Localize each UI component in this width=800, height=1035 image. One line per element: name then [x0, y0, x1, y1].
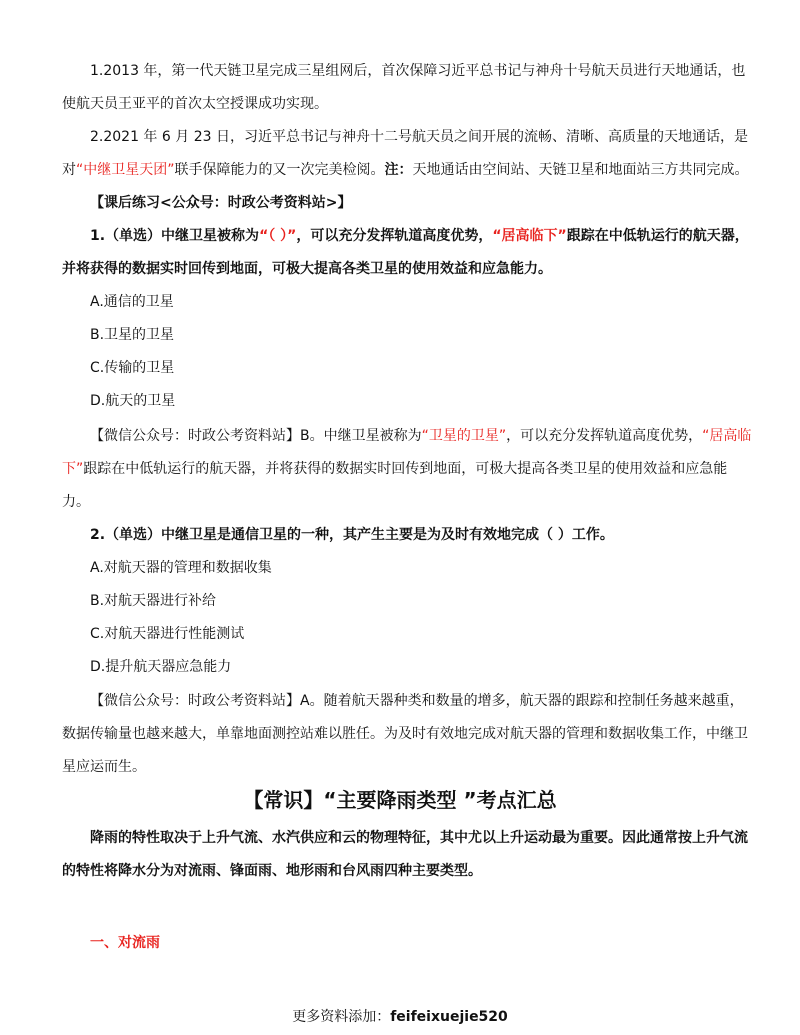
- section-title: 【常识】“主要降雨类型 ”考点汇总: [243, 788, 557, 812]
- subheading-convective-rain: 一、对流雨: [90, 935, 160, 951]
- note-text: 天地通话由空间站、天链卫星和地面站三方共同完成。: [412, 162, 749, 178]
- q1-text-a: 1.（单选）中继卫星被称为: [90, 228, 260, 244]
- q1-text-b: ，可以充分发挥轨道高度优势，: [296, 228, 493, 244]
- relay-team-highlight: “中继卫星天团”: [76, 162, 175, 178]
- q1-answer-text-a: 【微信公众号：时政公考资料站】B。中继卫星被称为: [90, 428, 422, 444]
- q1-answer-text-b: ，可以充分发挥轨道高度优势，: [506, 428, 703, 444]
- intro-text-2a: 2.2021 年 6 月 23 日，习近平总书记与神舟十二号航天员之间开展的流畅、清晰、高质量的天地通话，是对: [62, 129, 748, 178]
- q1-answer-highlight-2: “居高临下”: [62, 428, 752, 477]
- q1-answer: [62, 420, 752, 519]
- intro-paragraph-1: [62, 55, 752, 121]
- intro-text-2b: 联手保障能力的又一次完美检阅。: [174, 162, 385, 178]
- q1-option-b: B.卫星的卫星: [90, 327, 175, 343]
- q1-answer-highlight-1: “卫星的卫星”: [421, 428, 507, 444]
- question-2: 2.（单选）中继卫星是通信卫星的一种，其产生主要是为及时有效地完成（ ）工作。: [90, 527, 614, 543]
- q1-blank: “（ ）”: [259, 228, 297, 244]
- intro-paragraph-2: [62, 121, 752, 187]
- q1-option-c: C.传输的卫星: [90, 360, 175, 376]
- q1-highlight: “居高临下”: [492, 228, 567, 244]
- q2-option-a: A.对航天器的管理和数据收集: [90, 560, 272, 576]
- exercise-header: 【课后练习<公众号：时政公考资料站>】: [90, 195, 352, 211]
- q2-option-c: C.对航天器进行性能测试: [90, 626, 245, 642]
- section-intro: 降雨的特性取决于上升气流、水汽供应和云的物理特征，其中尤以上升运动最为重要。因此通常按上升气流的特性将降水分为对流雨、锋面雨、地形雨和台风雨四种主要类型。: [62, 830, 748, 879]
- q1-answer-text-c: 跟踪在中低轨运行的航天器，并将获得的数据实时回传到地面，可极大提高各类卫星的使用效益和应急能力。: [62, 461, 728, 510]
- intro-text-1: 1.2013 年，第一代天链卫星完成三星组网后，首次保障习近平总书记与神舟十号航天员进行天地通话，也使航天员王亚平的首次太空授课成功实现。: [62, 63, 746, 112]
- footer-prefix: 更多资料添加：: [292, 1009, 391, 1025]
- question-1: [62, 220, 752, 286]
- footer: [0, 1006, 800, 1026]
- q2-answer: 【微信公众号：时政公考资料站】A。随着航天器种类和数量的增多，航天器的跟踪和控制任务越来越重，数据传输量也越来越大，单靠地面测控站难以胜任。为及时有效地完成对航天器的管理和数据收集工作，中继卫星应运而生。: [62, 693, 748, 775]
- note-label: 注：: [384, 162, 413, 178]
- footer-contact-id: feifeixuejie520: [390, 1009, 508, 1025]
- q2-option-d: D.提升航天器应急能力: [90, 659, 232, 675]
- q2-option-b: B.对航天器进行补给: [90, 593, 217, 609]
- q1-text-c: 跟踪在中低轨运行的航天器，并将获得的数据实时回传到地面，可极大提高各类卫星的使用效益和应急能力。: [62, 228, 749, 277]
- q1-option-d: D.航天的卫星: [90, 393, 176, 409]
- q1-option-a: A.通信的卫星: [90, 294, 174, 310]
